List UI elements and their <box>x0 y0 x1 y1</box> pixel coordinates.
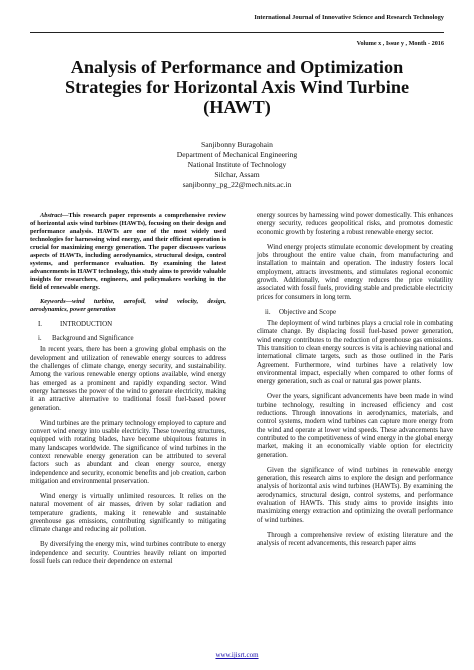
body-paragraph: Wind energy projects stimulate economic development by creating jobs throughout the entire value chain, from manufacturing and installation to maintain and operation. The industry fosters local employment, attracts investments, and stimulates regional economic growth. Additionally, wind energy reduces the price volatility associated with fossil fuels, providing stable and predictable electricity prices for consumers in long term. <box>257 243 453 301</box>
author-institution: National Institute of Technology <box>187 160 287 170</box>
header-rule <box>30 32 444 33</box>
subsection-number: i. <box>38 334 42 342</box>
subsection-title: Background and Significance <box>52 334 134 342</box>
right-column <box>257 212 453 555</box>
abstract-label: Abstract <box>40 212 63 219</box>
paper-title: Analysis of Performance and Optimization Strategies for Horizontal Axis Wind Turbine (HAWT) <box>64 57 410 117</box>
abstract-text: —This research paper represents a comprehensive review of horizontal axis wind turbines (HAWTs), focusing on their design and performance analysis. HAWTs are one of the most widely used technologies for harnessing wind energy, and their efficient operation is crucial for maximizing energy generation. The paper discusses various aspects of HAWTs, including aerodynamics, structural design, control systems, and performance evaluation. By examining the latest advancements in HAWT technology, this study aims to provide valuable insights for researchers, engineers, and policymakers working in the field of renewable energy. <box>30 212 226 291</box>
volume-issue: Volume x , Issue y , Month - 2016 <box>356 40 444 47</box>
author-location: Silchar, Assam <box>214 170 260 180</box>
body-paragraph: In recent years, there has been a growing global emphasis on the development and utilization of renewable energy sources to address the challenges of climate change, energy security, and sustainability. Among the various renewable energy options available, wind energy has emerged as a prominent and rapidly expanding sector. Wind energy harnesses the power of the wind to generate electricity, making it an attractive alternative to traditional fossil fuel-based power generation. <box>30 346 226 412</box>
keywords <box>30 298 226 314</box>
body-paragraph: Wind energy is virtually unlimited resources. It relies on the natural movement of air masses, driven by solar radiation and temperature gradients, making it renewable and sustainable greenhouse gas emissions, contributing significantly to mitigating climate change and reducing air pollution. <box>30 493 226 534</box>
author-name: Sanjibonny Buragohain <box>201 140 273 149</box>
subsection-heading-background <box>30 335 226 343</box>
subsection-number: ii. <box>265 308 271 316</box>
section-title-first: I <box>60 320 63 328</box>
body-paragraph: By diversifying the energy mix, wind turbines contribute to energy independence and security. Countries heavily reliant on imported fossil fuels can reduce their dependence on external <box>30 541 226 565</box>
author-email[interactable]: sanjibonny_pg_22@mech.nits.ac.in <box>182 180 292 190</box>
body-paragraph: The deployment of wind turbines plays a crucial role in combating climate change. By displacing fossil fuel-based power generation, wind energy contributes to the reduction of greenhouse gas emissions. This transition to clean energy sources is vita is achieving national and international climate targets, such as those outlined in the Paris Agreement. Furthermore, wind turbines have a relatively low environmental impact, especially when compared to other forms of energy generation, such as coal or natural gas power plants. <box>257 319 453 386</box>
subsection-title: Objective and Scope <box>279 308 337 316</box>
section-title-rest: NTRODUCTION <box>62 320 113 328</box>
subsection-heading-objective <box>257 309 453 317</box>
body-paragraph: energy sources by harnessing wind power domestically. This enhances energy security, reduces geopolitical risks, and promotes domestic economic growth by fostering a robust renewable energy sector. <box>257 212 453 236</box>
keywords-label: Keywords <box>40 298 66 306</box>
section-heading-introduction <box>30 321 226 329</box>
author-block <box>60 140 414 190</box>
footer-url-link[interactable]: www.ijisrt.com <box>215 651 259 659</box>
abstract <box>30 212 226 292</box>
keywords-text: —wind turbine, aerofoil, wind velocity, design, aerodynamics, power generation <box>30 298 226 314</box>
body-paragraph: Through a comprehensive review of existing literature and the analysis of recent advancements, this research paper aims <box>257 531 453 547</box>
body-paragraph: Wind turbines are the primary technology employed to capture and convert wind energy into usable electricity. These towering structures, equipped with rotating blades, have become ubiquitous features in many landscapes worldwide. The significance of wind turbines in the context renewable energy generation can be attributed to several factors such as abundant and clean energy source, energy independence and security, economic benefits and job creation, carbon mitigation and environmental preservation. <box>30 419 226 486</box>
body-paragraph: Over the years, significant advancements have been made in wind turbine technology, resulting in increased efficiency and cost reductions. Through innovations in aerodynamics, materials, and control systems, modern wind turbines can capture more energy from the wind and operate at lower wind speeds. These advancements have contributed to the competitiveness of wind energy in the global energy market, making it an economically viable option for electricity generation. <box>257 393 453 459</box>
section-number: I. <box>38 320 43 328</box>
author-department: Department of Mechanical Engineering <box>176 150 298 160</box>
body-paragraph: Given the significance of wind turbines in renewable energy generation, this research aims to explore the design and performance analysis of horizontal axis wind turbines (HAWTs). By examining the aerodynamics, structural design, control systems, and performance evaluation of HAWTs. This study aims to provide insights into maximizing energy extraction and optimizing the overall performance of wind turbines. <box>257 466 453 524</box>
left-column <box>30 212 226 573</box>
journal-name: International Journal of Innovative Science and Research Technology <box>254 14 444 21</box>
